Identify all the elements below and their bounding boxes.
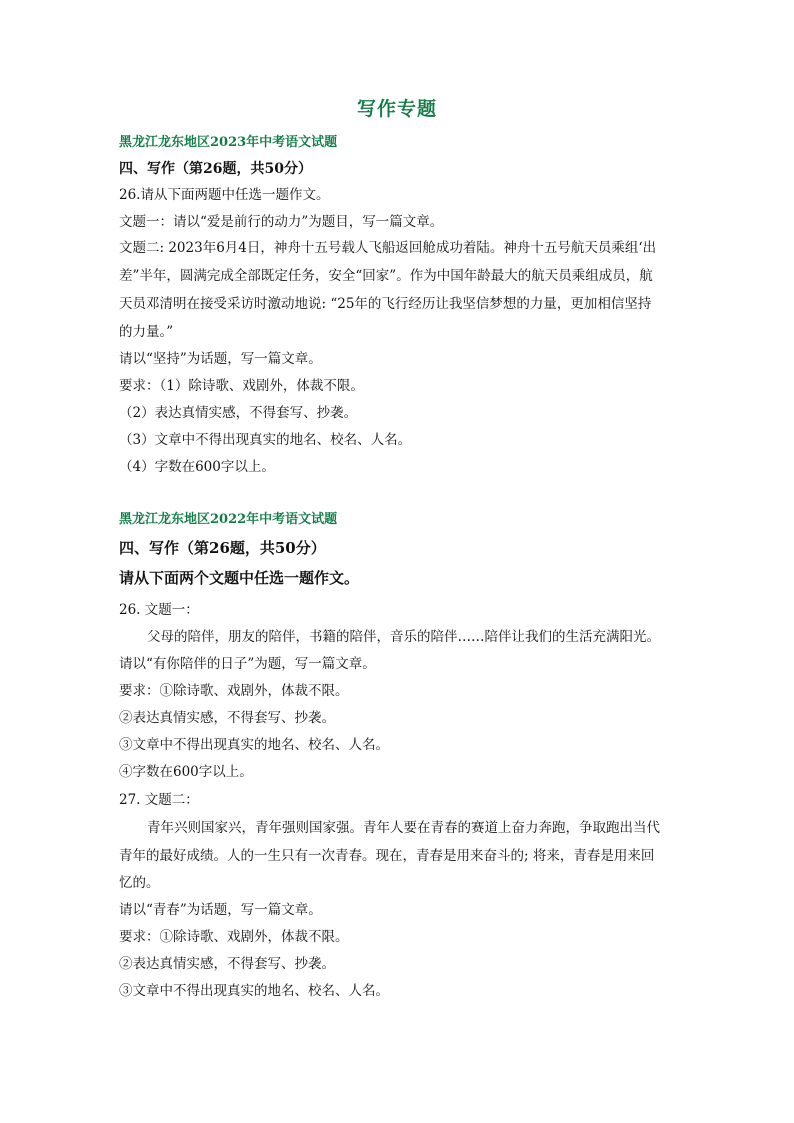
topic2-line: 请以“青春”为话题，写一篇文章。 bbox=[119, 902, 322, 918]
page-title: 写作专题 bbox=[356, 98, 437, 120]
section1-line: 请以“坚持”为话题，写一篇文章。 bbox=[119, 351, 322, 367]
section1-requirement: 要求：（1）除诗歌、戏剧外，体裁不限。 bbox=[119, 378, 364, 394]
section1-line: 天员邓清明在接受采访时激动地说: “25年的飞行经历让我坚信梦想的力量，更加相信坚持 bbox=[119, 296, 652, 312]
topic1-requirement: 要求：①除诗歌、戏剧外，体裁不限。 bbox=[119, 683, 349, 699]
topic2-body: 忆的。 bbox=[119, 875, 160, 891]
section1-line: 文题一：请以“爱是前行的动力”为题目，写一篇文章。 bbox=[119, 214, 444, 230]
section1-requirement: （2）表达真情实感，不得套写、抄袭。 bbox=[119, 405, 358, 421]
section2-part: 四、写作（第26题，共50分） bbox=[119, 539, 326, 557]
topic1-requirement: ④字数在600字以上。 bbox=[119, 764, 253, 780]
topic1-requirement: ③文章中不得出现真实的地名、校名、人名。 bbox=[119, 737, 389, 753]
section1-line: 文题二: 2023年6月4日，神舟十五号载人飞船返回舱成功着陆。神舟十五号航天员乘组‘出 bbox=[119, 240, 657, 256]
section1-heading: 黑龙江龙东地区2023年中考语文试题 bbox=[119, 135, 338, 150]
section1-line: 26.请从下面两题中任选一题作文。 bbox=[119, 187, 330, 203]
section2-heading: 黑龙江龙东地区2022年中考语文试题 bbox=[119, 512, 338, 527]
section1-requirement: （4）字数在600字以上。 bbox=[119, 459, 275, 475]
topic1-label: 26. 文题一： bbox=[119, 602, 199, 618]
section1-line: 差”半年，圆满完成全部既定任务，安全“回家”。作为中国年龄最大的航天员乘组成员，航 bbox=[119, 268, 653, 284]
topic2-requirement: ③文章中不得出现真实的地名、校名、人名。 bbox=[119, 983, 389, 999]
topic2-body: 青年的最好成绩。人的一生只有一次青春。现在，青春是用来奋斗的; 将来，青春是用来回 bbox=[119, 848, 655, 864]
topic2-requirement: ②表达真情实感，不得套写、抄袭。 bbox=[119, 956, 335, 972]
topic2-body: 青年兴则国家兴，青年强则国家强。青年人要在青春的赛道上奋力奔跑，争取跑出当代 bbox=[147, 820, 660, 836]
section2-instruction: 请从下面两个文题中任选一题作文。 bbox=[119, 569, 360, 587]
section1-line: 的力量。” bbox=[119, 324, 174, 340]
section1-part: 四、写作（第26题，共50分） bbox=[119, 161, 312, 177]
topic1-body: 父母的陪伴，朋友的陪伴，书籍的陪伴，音乐的陪伴……陪伴让我们的生活充满阳光。 bbox=[147, 629, 660, 645]
topic2-requirement: 要求：①除诗歌、戏剧外，体裁不限。 bbox=[119, 929, 349, 945]
topic1-line: 请以“有你陪伴的日子”为题，写一篇文章。 bbox=[119, 656, 376, 672]
topic2-label: 27. 文题二： bbox=[119, 792, 199, 808]
topic1-requirement: ②表达真情实感，不得套写、抄袭。 bbox=[119, 710, 335, 726]
section1-requirement: （3）文章中不得出现真实的地名、校名、人名。 bbox=[119, 432, 412, 448]
